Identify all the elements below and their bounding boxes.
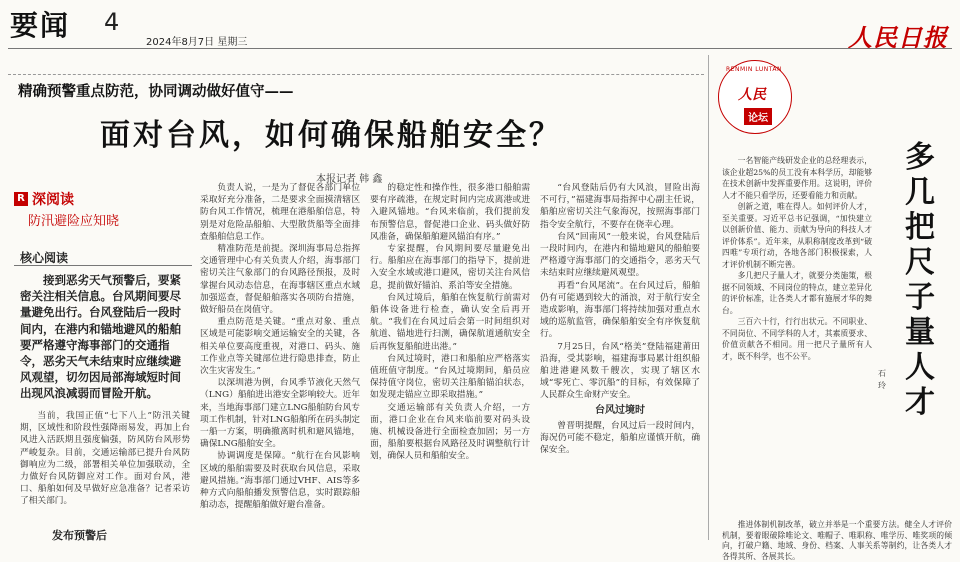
article-column-1: 当前，我国正值“七下八上”防汛关键期，区域性和阶段性强降雨易发，再加上台风进入活跃期且强度偏强，防风防台风形势严峻复杂。目前，交通运输部已提升台风防御响应为二级，部署相关单位加强联动，全力做好台风防御应对工作。面对台风，港口、船舶如何及早做好应急准备？记者采访了相关部门。 (20, 411, 190, 507)
paragraph: 专家提醒，台风期间要尽量避免出行。船舶应在海事部门的指导下，提前进入安全水域或港口避风，密切关注台风信息，提前做好锚泊、系泊等安全措施。 (370, 244, 530, 291)
core-reading-text: 接到恶劣天气预警后，要紧密关注相关信息。台风期间要尽量避免出行。台风登陆后一段时间内，在港内和锚地避风的船舶要严格遵守海事部门的交通指令，恶劣天气未结束时应继续避风观望，切勿因局部海域短时间出现风浪减弱而冒险开航。 (20, 273, 181, 401)
paragraph: 多几把尺子量人才，就要分类施策，根据不同领域、不同岗位的特点，建立差异化的评价标准，让各类人才都有施展才华的舞台。 (722, 271, 872, 315)
forum-logo-main: 人民 (738, 87, 766, 103)
forum-logo-ring-text: RENMIN LUNTAN (726, 66, 783, 73)
section-title: 要闻 (10, 9, 71, 42)
paragraph: 台风“回南风”一般来说，台风登陆后一段时间内，在港内和锚地避风的船舶要严格遵守海事部门的交通指令，恶劣天气未结束时应继续避风观望。 (540, 231, 700, 279)
article-byline: 本报记者 韩 鑫 (316, 174, 383, 185)
masthead-logo: 人民日报 (848, 23, 948, 52)
paragraph: 重点防范是关键。“重点对象、重点区域是可能影响交通运输安全的关键，各相关单位要高度重视，对港口、码头、施工作业点等关键部位进行隐患排查，防止次生灾害发生。” (200, 317, 360, 377)
core-reading-title: 核心阅读 (20, 251, 69, 265)
header-rule (8, 48, 952, 49)
paragraph: 协调调度是保障。“航行在台风影响区域的船舶需要及时获取台风信息，采取避风措施。”海事部门通过VHF、AIS等多种方式向船舶播发预警信息，实时跟踪船舶动态，提醒船舶做好避台准备。 (200, 451, 360, 511)
article-headline: 面对台风，如何确保船舶安全？ (100, 118, 562, 153)
paragraph: 以深圳港为例，台风季节液化天然气（LNG）船舶进出港安全影响较大。近年来，当地海事部门建立LNG船舶防台风专项工作机制，针对LNG船舶所在码头制定一船一方案，明确撤离时机和避风锚地，确保LNG船舶安全。 (200, 378, 360, 450)
article-subhead: 发布预警后 (52, 529, 107, 542)
page-number: 4 (104, 8, 120, 36)
paragraph: 负责人说，一是为了督促各部门单位采取好充分准备，二是要求全面摸清辖区防台风工作情况，梳理在港船舶信息，特别是对危险品船舶、大型散货船等全面排查船舶信息工作。 (200, 183, 360, 242)
column-divider (708, 55, 709, 540)
article-column-4 (540, 182, 700, 456)
deep-read-subtitle: 防汛避险应知晓 (28, 214, 120, 229)
opinion-body (722, 155, 872, 362)
opinion-title: 多几把尺子量人才 (905, 140, 935, 420)
paragraph: 7月25日，台风“格美”登陆福建莆田沿海，受其影响，福建海事局累计组织船舶进港避风数千艘次，实现了辖区水域“零死亡、零沉船”的目标，有效保障了人民群众生命财产安全。 (540, 341, 700, 401)
article-subhead: 台风过境时 (595, 404, 645, 416)
kicker-rule (8, 74, 704, 75)
paragraph: 台风过境后，船舶在恢复航行前需对船体设备进行检查，确认安全后再开航。“我们在台风过后会第一时间组织对航道、锚地进行扫测，确保航道通航安全后再恢复船舶进出港。” (370, 292, 530, 352)
paragraph: 曾晋明提醒，台风过后一段时间内，海况仍可能不稳定，船舶应谨慎开航，确保安全。 (540, 420, 700, 456)
paragraph: 交通运输部有关负责人介绍，一方面，港口企业在台风来临前要对码头设施、机械设备进行全面检查加固；另一方面，船舶要根据台风路径及时调整航行计划，确保人员和船舶安全。 (370, 402, 530, 462)
article-kicker: 精确预警重点防范，协同调动做好值守—— (18, 83, 294, 100)
deep-read-badge-icon: R (14, 192, 28, 206)
forum-logo-tag: 论坛 (744, 108, 772, 125)
paragraph: 精准防范是前提。深圳海事局总指挥交通管理中心有关负责人介绍，海事部门密切关注气象部门的台风路径预报，及时掌握台风动态信息，在海事辖区重点水域加强巡查，督促船舶落实各项防台措施，做好船员在岗值守。 (200, 244, 360, 316)
article-column-2 (200, 182, 360, 511)
paragraph: 一名智能产线研发企业的总经理表示，该企业超25%的员工没有本科学历，却能够在技术创新中发挥重要作用。这说明，评价人才不能只看学历，还要看能力和贡献。 (722, 156, 872, 200)
paragraph: 三百六十行，行行出状元。不同职业、不同岗位、不同学科的人才，其素质要求、价值贡献各不相同。用一把尺子量所有人才，既不科学，也不公平。 (722, 317, 872, 361)
paragraph: 台风过境时，港口和船舶应严格落实值班值守制度。“台风过境期间，船员应保持值守岗位，密切关注船舶锚泊状态，如发现走锚应立即采取措施。” (370, 353, 530, 401)
paragraph: 创新之道，唯在得人。如何评价人才，至关重要。习近平总书记强调，“加快建立以创新价值、能力、贡献为导向的科技人才评价体系”。近年来，从职称制度改革到“破四唯”专项行动，各地各部门积极探索，人才评价机制不断完善。 (722, 202, 872, 269)
deep-read-box (14, 189, 192, 233)
core-reading-rule (14, 265, 192, 266)
paragraph: 的稳定性和操作性，很多港口船舶需要有序疏港，在规定时间内完成离港或进入避风锚地。“台风来临前，我们提前发布预警信息，督促港口企业、码头做好防风准备，确保船舶避风锚泊有序。” (370, 183, 530, 242)
deep-read-label: 深阅读 (32, 192, 74, 208)
issue-date: 2024年8月7日 星期三 (146, 37, 248, 48)
opinion-author: 石 玲 (878, 369, 886, 390)
opinion-body-bottom: 推进体制机制改革，破立并举是一个重要方法。健全人才评价机制，要着眼破除唯论文、唯帽子、唯职称、唯学历、唯奖项的倾向，打破户籍、地域、身份、档案、人事关系等制约，让各类人才各得其所、各展其长。 (722, 520, 952, 561)
paragraph: 再看“台风尾流”。在台风过后，船舶仍有可能遇到较大的涌浪，对于航行安全造成影响，海事部门将持续加强对重点水域的巡航监管，确保船舶安全有序恢复航行。 (540, 280, 700, 340)
paragraph: “台风登陆后仍有大风浪，冒险出海不可行，”福建海事局指挥中心副主任说，船舶应密切关注气象海况，按照海事部门指令安全航行，不要存在侥幸心理。 (540, 183, 700, 230)
article-column-3 (370, 182, 530, 463)
